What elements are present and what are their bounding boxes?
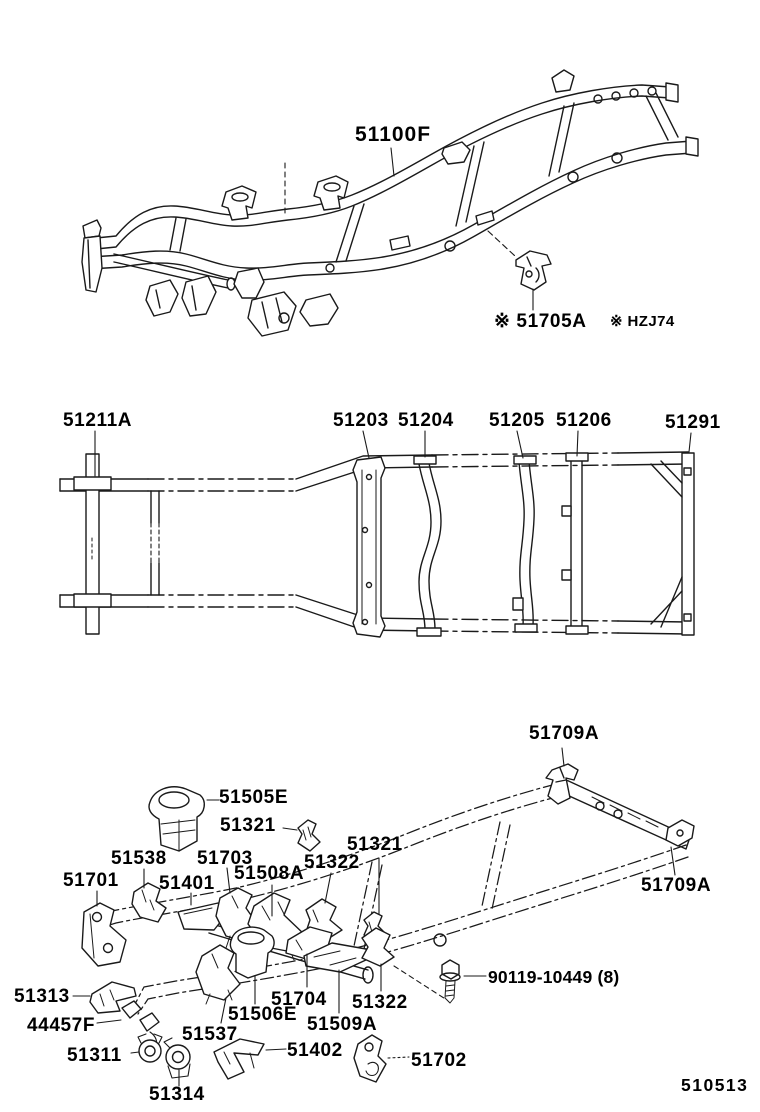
part-label-51702: 51702: [411, 1050, 467, 1071]
bottom-frame-art: [82, 764, 694, 1082]
part-label-510513: 510513: [681, 1075, 749, 1095]
middle-frame-art: [60, 452, 694, 637]
part-label-51537: 51537: [182, 1024, 238, 1045]
part-label-51203: 51203: [333, 410, 389, 431]
part-label-51701: 51701: [63, 870, 119, 891]
part-label-51314: 51314: [149, 1084, 205, 1105]
part-label-51321: 51321: [220, 815, 276, 836]
part-label-51204: 51204: [398, 410, 454, 431]
part-label-51322: 51322: [352, 992, 408, 1013]
part-label-51313: 51313: [14, 986, 70, 1007]
part-label-51206: 51206: [556, 410, 612, 431]
part-label-51704: 51704: [271, 989, 327, 1010]
part-label-hzj74: ※ HZJ74: [610, 313, 675, 330]
bracket-51705A-art: [516, 251, 551, 290]
part-label-51321: 51321: [347, 834, 403, 855]
part-label-51402: 51402: [287, 1040, 343, 1061]
part-label-51505e: 51505E: [219, 787, 289, 808]
part-label-44457f: 44457F: [27, 1015, 96, 1036]
part-label-51538: 51538: [111, 848, 167, 869]
part-label-51508a: 51508A: [234, 863, 305, 884]
part-label-51703: 51703: [197, 848, 253, 869]
part-label-51311: 51311: [67, 1045, 122, 1066]
part-label-51506e: 51506E: [228, 1004, 298, 1025]
top-frame-art: [82, 70, 698, 336]
part-label-51709a: 51709A: [641, 875, 712, 896]
part-label-51709a: 51709A: [529, 723, 600, 744]
part-label-51322: 51322: [304, 852, 360, 873]
part-label-51291: 51291: [665, 412, 721, 433]
part-label-51401: 51401: [159, 873, 215, 894]
part-label-51100f: 51100F: [355, 123, 432, 146]
part-label-51705a: ※ 51705A: [494, 311, 587, 332]
part-label-51509a: 51509A: [307, 1014, 378, 1035]
part-label-90119104498: 90119-10449 (8): [488, 967, 620, 987]
part-label-51211a: 51211A: [63, 410, 133, 431]
part-label-51205: 51205: [489, 410, 545, 431]
